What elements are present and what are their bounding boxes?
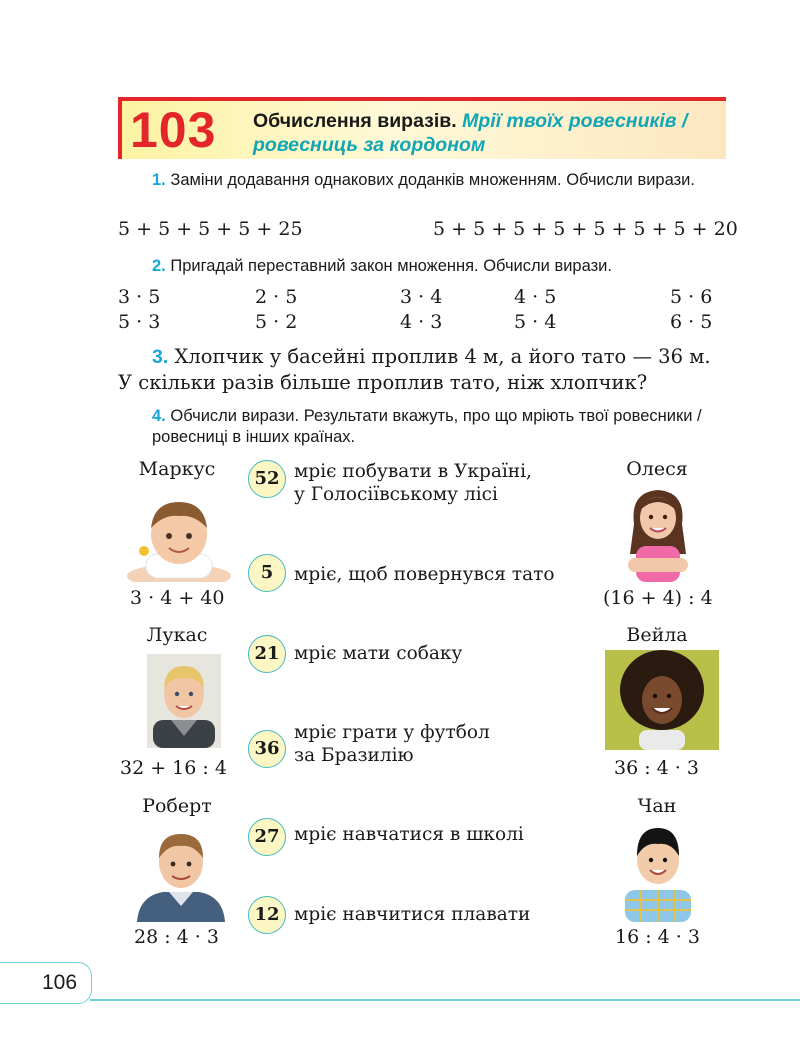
task-number: 2. (152, 257, 166, 275)
expression: 5 · 4 (514, 311, 557, 333)
task-4 (152, 406, 727, 448)
child-expression: 3 · 4 + 40 (130, 587, 225, 609)
answer-bubble: 5 (248, 554, 286, 592)
boy-photo (133, 822, 229, 922)
lesson-title-main: Обчислення виразів. (253, 110, 463, 132)
dream-line: мріє грати у футбол (294, 722, 490, 743)
lesson-title (253, 109, 723, 157)
lesson-title-sub: Мрії твоїх ровесників / ровесниць за кордоном (253, 110, 688, 156)
expression: 5 · 2 (255, 311, 298, 333)
child-name: Роберт (142, 795, 212, 817)
dream-text (294, 721, 490, 767)
expression: 4 · 3 (400, 311, 443, 333)
task-1 (152, 170, 727, 191)
dream-line: мріє мати собаку (294, 643, 463, 664)
expression: 5 + 5 + 5 + 5 + 25 (118, 218, 303, 240)
expression: 2 · 5 (255, 286, 298, 308)
expression: 5 · 6 (670, 286, 713, 308)
answer-bubble: 27 (248, 818, 286, 856)
child-name: Чан (637, 795, 677, 817)
expression: 6 · 5 (670, 311, 713, 333)
child-name: Маркус (138, 458, 216, 480)
task-number: 4. (152, 407, 166, 425)
task-3 (118, 344, 728, 396)
child-expression: 32 + 16 : 4 (120, 757, 227, 779)
dream-line: за Бразилію (294, 745, 414, 766)
expression: 3 · 5 (118, 286, 161, 308)
girl-photo (620, 484, 696, 582)
child-expression: 16 : 4 · 3 (615, 926, 700, 948)
answer-bubble: 21 (248, 635, 286, 673)
task-2 (152, 256, 727, 277)
answer-bubble: 12 (248, 896, 286, 934)
answer-bubble: 36 (248, 730, 286, 768)
child-name: Вейла (626, 624, 688, 646)
boy-photo (147, 654, 221, 748)
expression: 5 · 3 (118, 311, 161, 333)
dream-line: мріє побувати в Україні, (294, 461, 532, 482)
task-text: Заміни додавання однакових доданків множенням. Обчисли вирази. (170, 171, 695, 189)
child-expression: 36 : 4 · 3 (614, 757, 699, 779)
child-name: Лукас (146, 624, 208, 646)
child-expression: 28 : 4 · 3 (134, 926, 219, 948)
task-text: Обчисли вирази. Результати вкажуть, про що мріють твої ровесники / ровесниці в інших країнах. (152, 407, 702, 446)
task-text: Хлопчик у басейні проплив 4 м, а його тато — 36 м. У скільки разів більше проплив тато, ніж хлопчик? (118, 345, 711, 394)
expression: 4 · 5 (514, 286, 557, 308)
answer-bubble: 52 (248, 460, 286, 498)
expression: 5 + 5 + 5 + 5 + 5 + 5 + 5 + 20 (433, 218, 738, 240)
task-number: 1. (152, 171, 166, 189)
dream-line: у Голосіївському лісі (294, 484, 498, 505)
dream-line: мріє навчатися в школі (294, 824, 524, 845)
girl-photo (605, 650, 719, 750)
boy-photo (621, 822, 695, 922)
boy-photo (124, 496, 234, 582)
dream-line: мріє навчитися плавати (294, 904, 531, 925)
child-name: Олеся (626, 458, 688, 480)
task-text: Пригадай переставний закон множення. Обчисли вирази. (170, 257, 612, 275)
task-number: 3. (152, 346, 169, 368)
child-expression: (16 + 4) : 4 (603, 587, 713, 609)
dream-line: мріє, щоб повернувся тато (294, 564, 555, 585)
footer-divider (90, 999, 800, 1001)
page-number: 106 (42, 971, 78, 994)
lesson-number: 103 (130, 102, 217, 158)
dream-text (294, 460, 532, 506)
expression: 3 · 4 (400, 286, 443, 308)
